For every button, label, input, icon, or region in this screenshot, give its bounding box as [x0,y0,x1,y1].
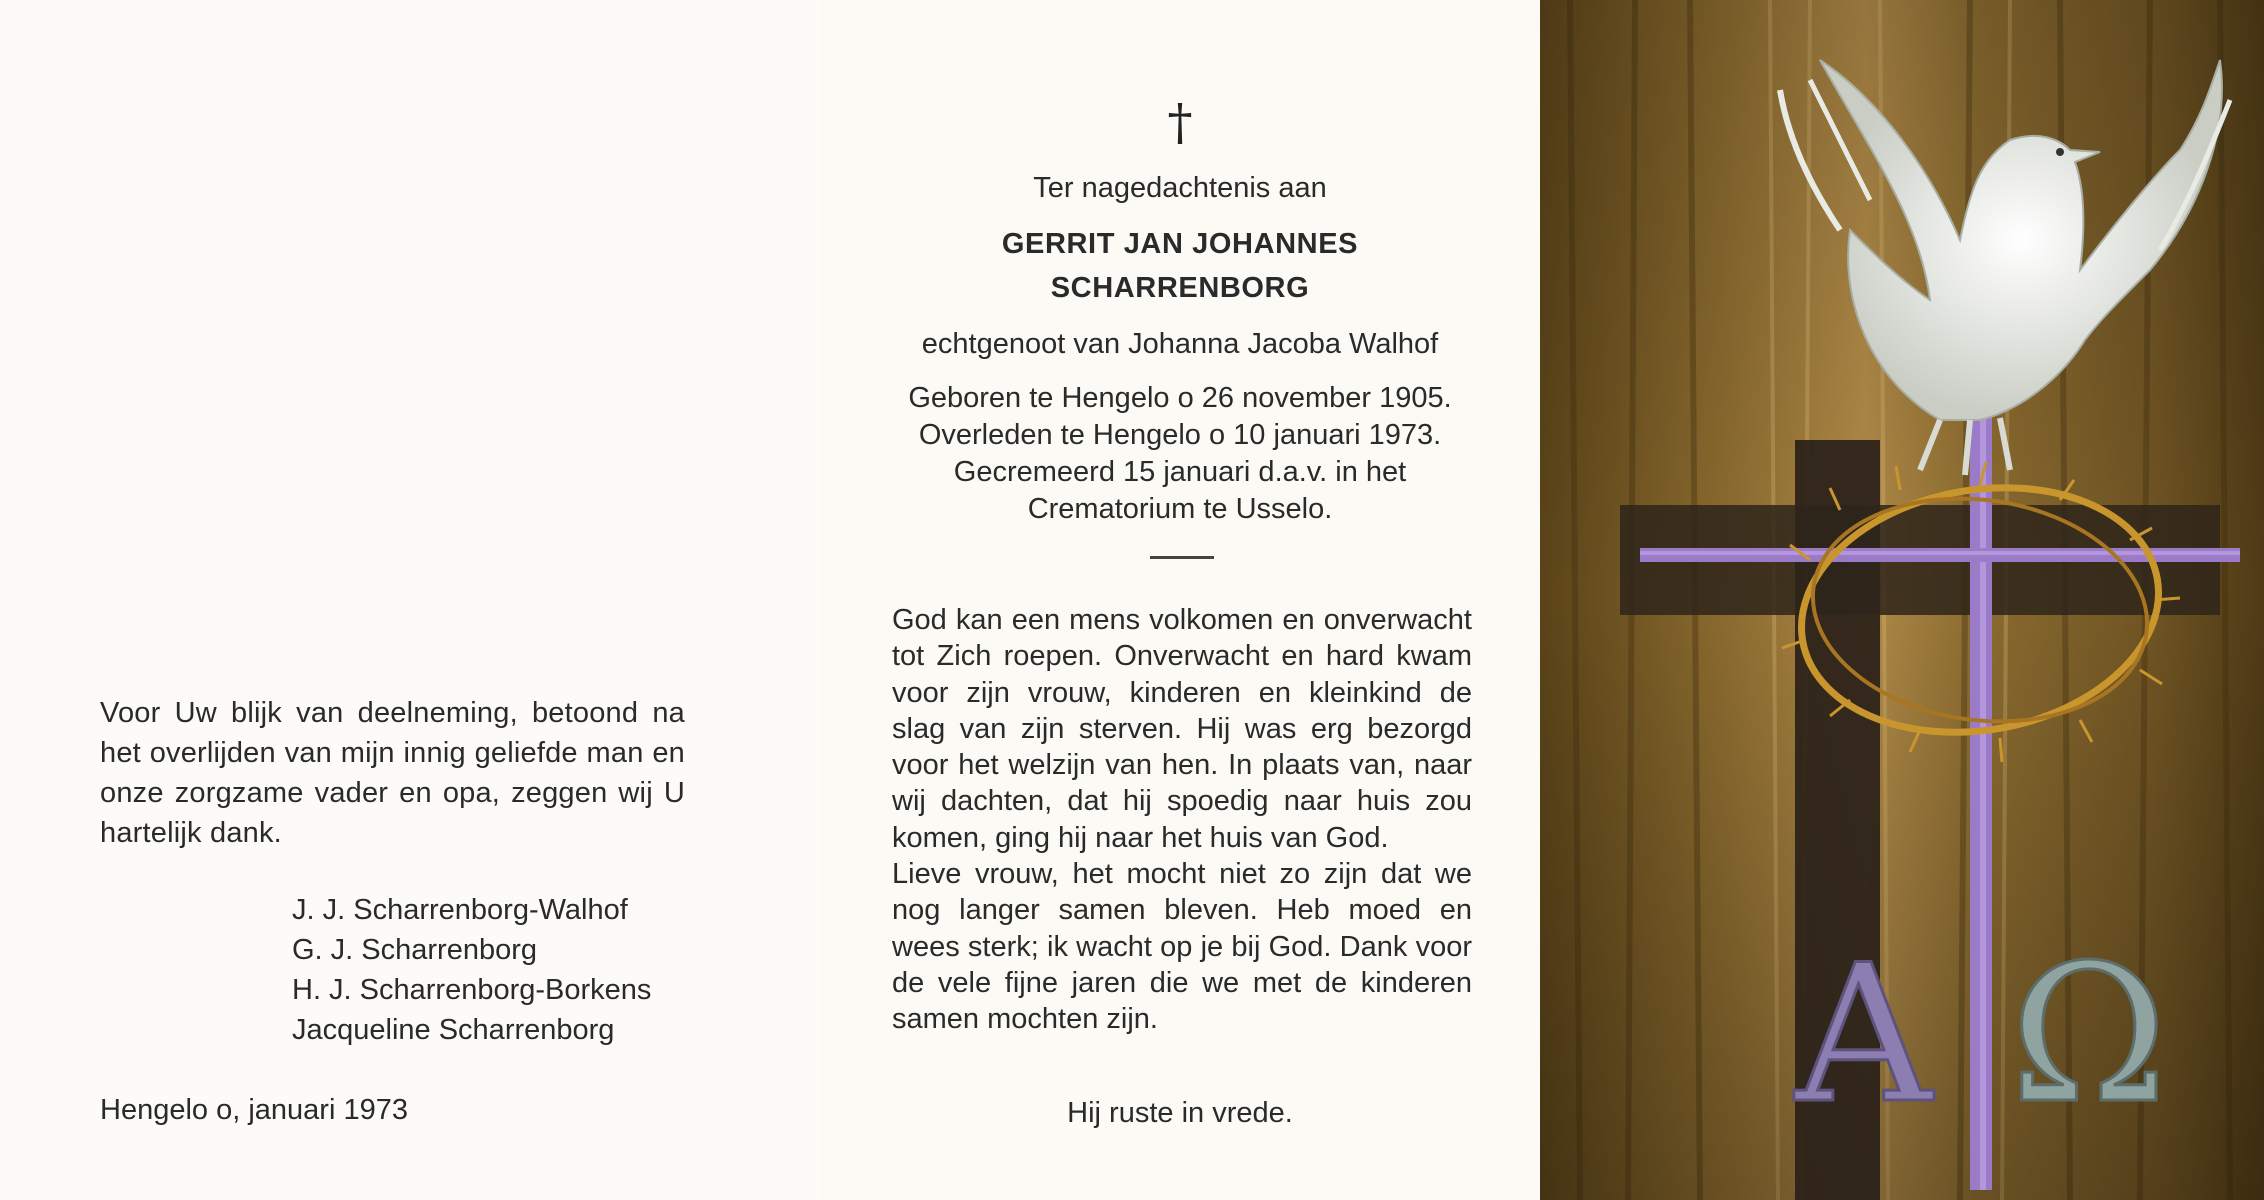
spouse-line: echtgenoot van Johanna Jacoba Walhof [921,328,1439,360]
alpha-letter: A [1795,924,1933,1145]
fact-line: Overleden te Hengelo o 10 januari 1973. [918,419,1442,451]
signer-name: Jacqueline Scharrenborg [292,1014,615,1046]
omega-letter: Ω [2010,924,2168,1145]
divider [1150,556,1214,559]
signer-name: H. J. Scharrenborg-Borkens [292,974,652,1006]
closing-line: Hij ruste in vrede. [1067,1097,1293,1129]
cross-icon: † [1167,93,1193,151]
memorial-paragraph: God kan een mens volkomen en onverwacht tot Zich roepen. Onverwacht en hard kwam voor zijn vrouw, kinderen en kleinkind de slag van zijn sterven. Hij was erg bezorgd voor het welzijn van hen. In plaats van, naar wij dachten, dat hij spoedig naar huis zou komen, ging hij naar het huis van God. [892,604,1472,854]
memorial-text [892,602,1472,1038]
fact-line: Crematorium te Usselo. [1027,493,1333,525]
thanks-text: Voor Uw blijk van deelneming, betoond na het overlijden van mijn innig geliefde man en onze zorgzame vader en opa, zeggen wij U hartelijk dank. [100,697,685,849]
painting-panel [1540,0,2264,1200]
life-facts [820,380,1540,528]
left-panel [0,0,820,1200]
fact-line: Gecremeerd 15 januari d.a.v. in het [953,456,1407,488]
memorial-intro: Ter nagedachtenis aan [1033,172,1327,204]
signers-list [292,890,651,1050]
deceased-name [820,222,1540,310]
dove-cross-painting [1540,0,2264,1200]
place-date: Hengelo o, januari 1973 [100,1094,408,1126]
middle-panel [820,0,1540,1200]
deceased-name-line: GERRIT JAN JOHANNES [1001,228,1359,260]
signer-name: J. J. Scharrenborg-Walhof [292,894,628,926]
deceased-name-line: SCHARRENBORG [1050,272,1310,304]
memorial-paragraph: Lieve vrouw, het mocht niet zo zijn dat we nog langer samen bleven. Heb moed en wees sterk; ik wacht op je bij God. Dank voor de vele fijne jaren die we met de kinderen samen mochten zijn. [892,858,1472,1036]
fact-line: Geboren te Hengelo o 26 november 1905. [908,382,1452,414]
signer-name: G. J. Scharrenborg [292,934,537,966]
